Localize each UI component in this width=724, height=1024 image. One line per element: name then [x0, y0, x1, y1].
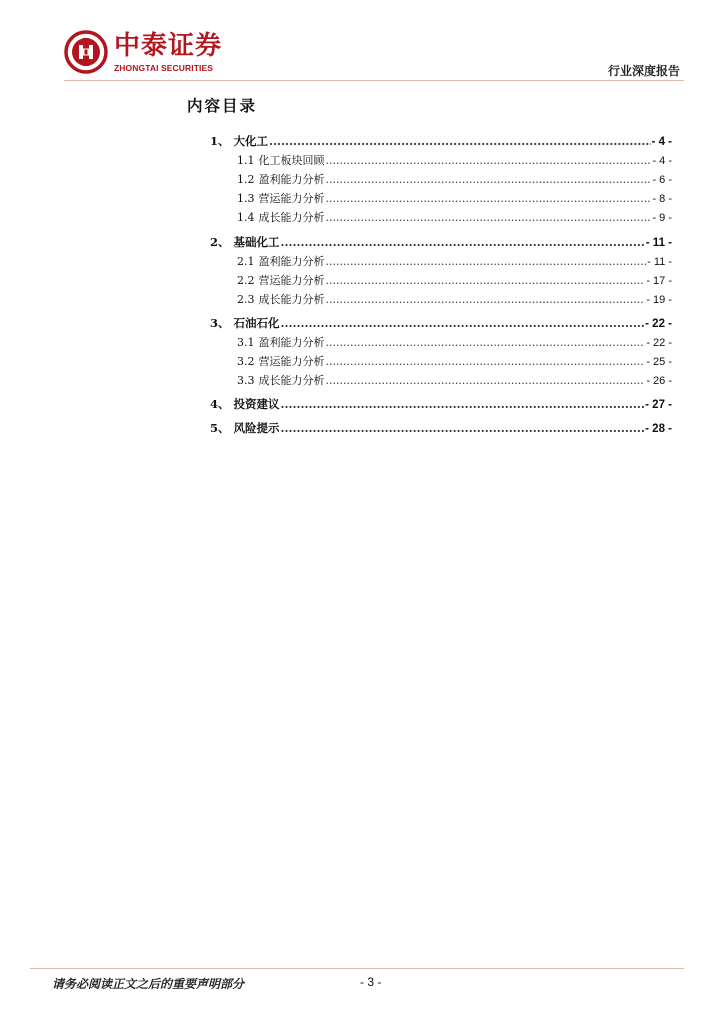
toc-entry[interactable]: [237, 291, 672, 307]
report-type: 行业深度报告: [607, 64, 680, 78]
toc-entry-label: 风险提示: [233, 421, 280, 435]
toc-entry-number: 1.3: [237, 192, 255, 205]
toc-entry[interactable]: [237, 353, 672, 369]
toc-title: 内容目录: [187, 96, 258, 115]
toc-entry-label: 基础化工: [233, 235, 280, 249]
brand-name-cn: 中泰证券: [114, 31, 223, 61]
toc-entry-number: 2.1: [237, 255, 255, 268]
toc-entry-number: 3.2: [237, 355, 255, 368]
disclaimer-note: 请务必阅读正文之后的重要声明部分: [52, 977, 245, 991]
toc-entry-page: - 19 -: [646, 294, 672, 306]
toc-entry[interactable]: [237, 152, 672, 168]
toc-entry[interactable]: [237, 334, 672, 350]
toc-entry-number: 1.2: [237, 173, 255, 186]
toc-dot-leader: [326, 336, 646, 349]
brand-name-en: ZHONGTAI SECURITIES: [114, 63, 214, 73]
toc-entry-number: 1.1: [237, 154, 255, 167]
toc-entry-page: - 4 -: [652, 155, 672, 167]
toc-dot-leader: [326, 154, 652, 167]
toc-entry-page: - 22 -: [645, 318, 672, 330]
toc-entry[interactable]: [237, 209, 672, 225]
zhongtai-logo-icon: [64, 30, 108, 74]
toc-entry-number: 2、: [210, 235, 230, 249]
toc-entry-page: - 28 -: [645, 423, 672, 435]
toc-entry[interactable]: [210, 234, 672, 250]
toc-entry-label: 营运能力分析: [258, 355, 325, 368]
toc-entry[interactable]: [237, 253, 672, 269]
toc-dot-leader: [326, 255, 647, 268]
toc-dot-leader: [326, 173, 652, 186]
toc-entry[interactable]: [237, 171, 672, 187]
toc-dot-leader: [326, 274, 646, 287]
toc-dot-leader: [281, 316, 645, 330]
toc-entry-page: - 26 -: [646, 375, 672, 387]
page-header: [0, 0, 724, 80]
toc-entry-label: 盈利能力分析: [258, 173, 325, 186]
toc-entry-label: 成长能力分析: [258, 374, 325, 387]
toc-entry-page: - 22 -: [646, 337, 672, 349]
toc-entry[interactable]: [237, 190, 672, 206]
toc-entry-number: 5、: [210, 421, 230, 435]
footer-divider: [30, 968, 684, 969]
toc-entry-page: - 27 -: [645, 399, 672, 411]
toc-entry-label: 盈利能力分析: [258, 336, 325, 349]
toc-entry[interactable]: [210, 396, 672, 412]
toc-entry-label: 营运能力分析: [258, 274, 325, 287]
toc-dot-leader: [326, 374, 646, 387]
toc-entry-page: - 17 -: [646, 275, 672, 287]
page-number: - 3 -: [360, 975, 382, 989]
brand: [114, 31, 222, 73]
toc-dot-leader: [281, 397, 645, 411]
toc-entry-page: - 8 -: [652, 193, 672, 205]
toc-entry-page: - 6 -: [652, 174, 672, 186]
toc-entry-label: 营运能力分析: [258, 192, 325, 205]
toc-entry-number: 2.3: [237, 293, 255, 306]
toc-entry-number: 3、: [210, 316, 230, 330]
toc-dot-leader: [326, 355, 646, 368]
toc-entry-page: - 11 -: [647, 256, 672, 268]
header-divider: [64, 80, 684, 81]
toc-entry-page: - 11 -: [645, 237, 672, 249]
toc-entry-number: 2.2: [237, 274, 255, 287]
toc-entry-page: - 9 -: [652, 212, 672, 224]
toc-entry-number: 4、: [210, 397, 230, 411]
toc-entry-label: 成长能力分析: [258, 211, 325, 224]
toc-entry-number: 1.4: [237, 211, 255, 224]
toc-dot-leader: [281, 421, 645, 435]
toc-entry-page: - 25 -: [646, 356, 672, 368]
toc-dot-leader: [326, 211, 652, 224]
toc-entry[interactable]: [210, 133, 672, 149]
toc-entry-label: 大化工: [233, 134, 269, 148]
toc-entry[interactable]: [210, 420, 672, 436]
toc-entry[interactable]: [237, 272, 672, 288]
toc-entry-number: 3.1: [237, 336, 255, 349]
toc-entry-number: 1、: [210, 134, 230, 148]
toc-entry[interactable]: [237, 372, 672, 388]
toc-dot-leader: [326, 293, 646, 306]
toc-dot-leader: [326, 192, 652, 205]
toc-dot-leader: [269, 134, 651, 148]
toc-entry-label: 盈利能力分析: [258, 255, 325, 268]
toc-entry-label: 化工板块回顾: [258, 154, 325, 167]
toc-entry-label: 投资建议: [233, 397, 280, 411]
toc-dot-leader: [281, 235, 645, 249]
toc-entry-label: 石油石化: [233, 316, 280, 330]
toc-entry-label: 成长能力分析: [258, 293, 325, 306]
toc-entry-page: - 4 -: [651, 136, 672, 148]
toc-entry[interactable]: [210, 315, 672, 331]
toc-entry-number: 3.3: [237, 374, 255, 387]
